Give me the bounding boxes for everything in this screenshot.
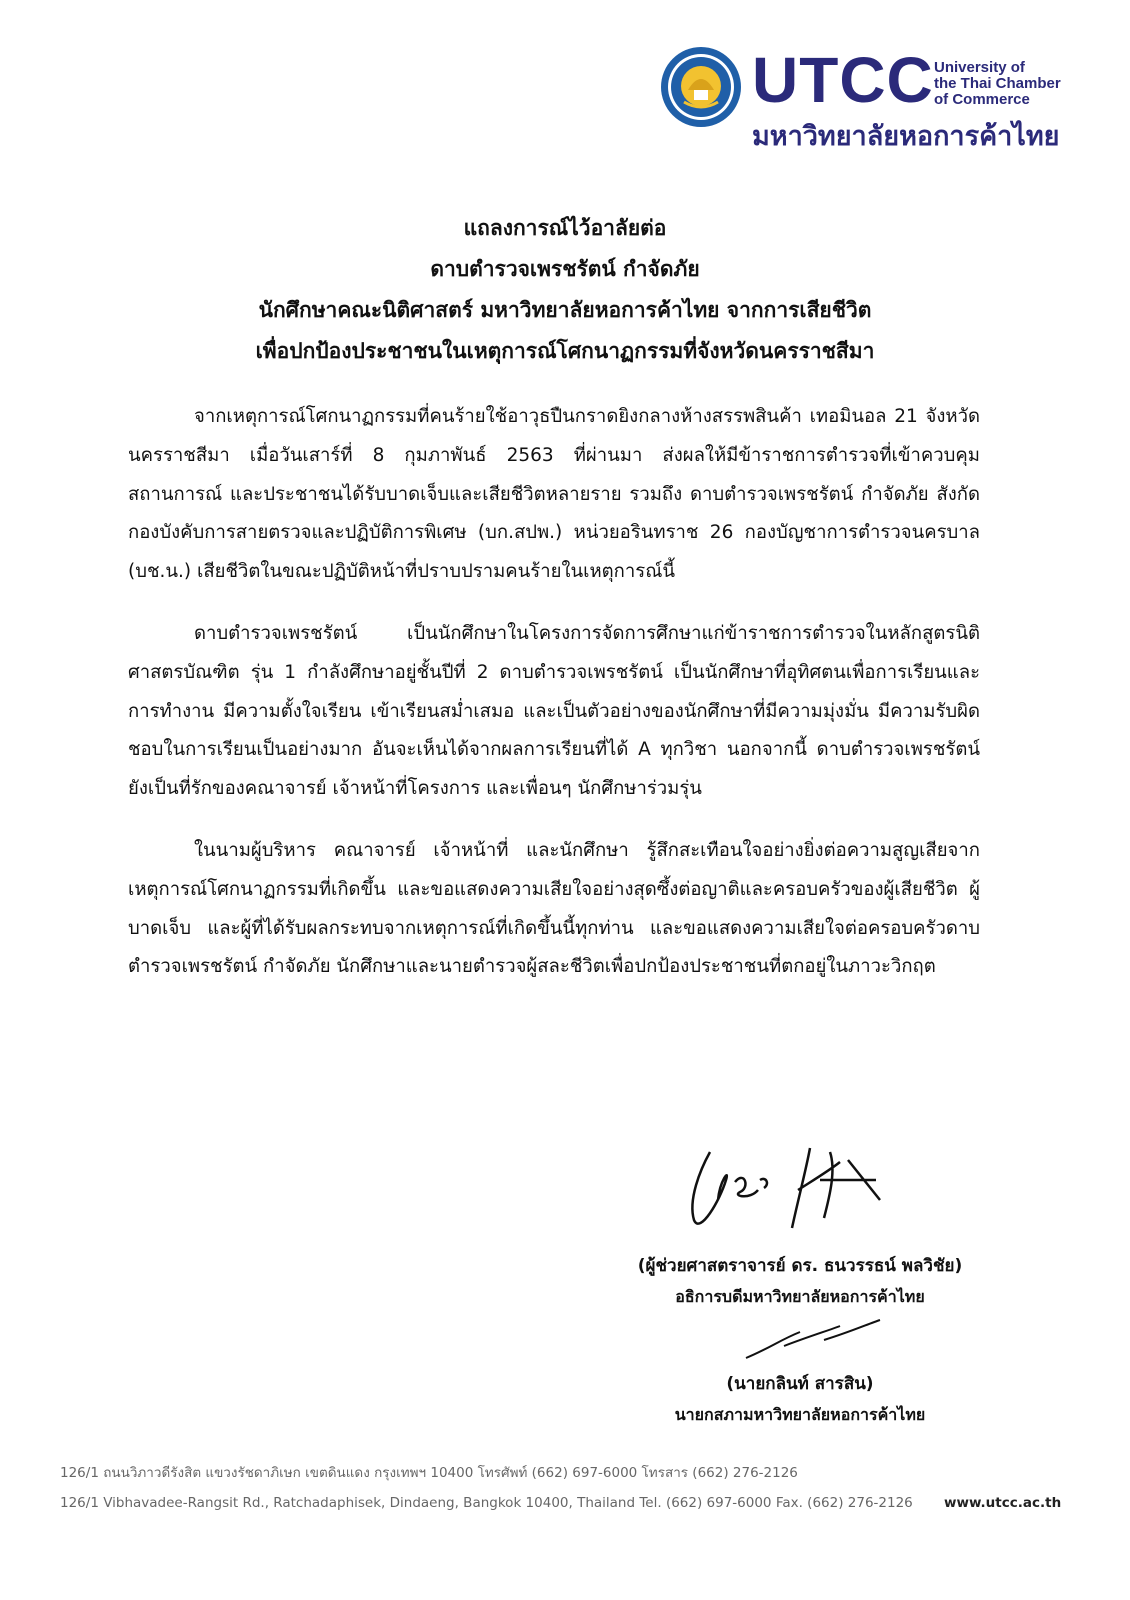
title-line: ดาบตำรวจเพรชรัตน์ กำจัดภัย <box>430 257 700 281</box>
brand-english-name: University of the Thai Chamber of Commerce <box>934 59 1061 108</box>
statement-body <box>128 398 980 1010</box>
brand-thai-name: มหาวิทยาลัยหอการค้าไทย <box>752 121 1060 152</box>
title-line: แถลงการณ์ไว้อาลัยต่อ <box>463 216 667 240</box>
letterhead <box>660 44 1090 159</box>
title-line: นักศึกษาคณะนิติศาสตร์ มหาวิทยาลัยหอการค้าไทย จากการเสียชีวิต <box>258 298 872 322</box>
signatory-position: อธิการบดีมหาวิทยาลัยหอการค้าไทย <box>675 1287 925 1306</box>
title-line: เพื่อปกป้องประชาชนในเหตุการณ์โศกนาฏกรรมที่จังหวัดนครราชสีมา <box>255 339 875 363</box>
signatory-council-chair <box>600 1368 1000 1430</box>
website-link[interactable]: www.utcc.ac.th <box>944 1495 1062 1511</box>
president-signature <box>680 1140 910 1240</box>
paragraph: ดาบตำรวจเพรชรัตน์ เป็นนักศึกษาในโครงการจัดการศึกษาแก่ข้าราชการตำรวจในหลักสูตรนิติศาสตรบัณฑิต รุ่น 1 กำลังศึกษาอยู่ชั้นปีที่ 2 ดาบตำรวจเพรชรัตน์ เป็นนักศึกษาที่อุทิศตนเพื่อการเรียนและการทำงาน มีความตั้งใจเรียน เข้าเรียนสม่ำเสมอ และเป็นตัวอย่างของนักศึกษาที่มีความมุ่งมั่น มีความรับผิดชอบในการเรียนเป็นอย่างมาก อันจะเห็นได้จากผลการเรียนที่ได้ A ทุกวิชา นอกจากนี้ ดาบตำรวจเพรชรัตน์ ยังเป็นที่รักของคณาจารย์ เจ้าหน้าที่โครงการ และเพื่อนๆ นักศึกษาร่วมรุ่น <box>128 622 980 800</box>
university-seal-icon <box>660 46 742 128</box>
footer-address-thai: 126/1 ถนนวิภาวดีรังสิต แขวงรัชดาภิเษก เขตดินแดง กรุงเทพฯ 10400 โทรศัพท์ (662) 697-6000 โทรสาร (662) 276-2126 <box>60 1465 798 1481</box>
council-chair-signature <box>740 1318 890 1368</box>
statement-title <box>60 208 1070 372</box>
brand-wordmark: UTCC <box>752 44 934 116</box>
footer-address-english: 126/1 Vibhavadee-Rangsit Rd., Ratchadaphisek, Dindaeng, Bangkok 10400, Thailand Tel. (662) 697-6000 Fax. (662) 276-2126 <box>60 1495 913 1511</box>
paragraph: จากเหตุการณ์โศกนาฏกรรมที่คนร้ายใช้อาวุธปืนกราดยิงกลางห้างสรรพสินค้า เทอมินอล 21 จังหวัดนครราชสีมา เมื่อวันเสาร์ที่ 8 กุมภาพันธ์ 2563 ที่ผ่านมา ส่งผลให้มีข้าราชการตำรวจที่เข้าควบคุมสถานการณ์ และประชาชนได้รับบาดเจ็บและเสียชีวิตหลายราย รวมถึง ดาบตำรวจเพรชรัตน์ กำจัดภัย สังกัดกองบังคับการสายตรวจและปฏิบัติการพิเศษ (บก.สปพ.) หน่วยอรินทราช 26 กองบัญชาการตำรวจนครบาล (บช.น.) เสียชีวิตในขณะปฏิบัติหน้าที่ปราบปรามคนร้ายในเหตุการณ์นี้ <box>128 406 980 583</box>
footer-address <box>60 1458 1060 1518</box>
signatory-president <box>600 1250 1000 1312</box>
signatory-name: (นายกลินท์ สารสิน) <box>726 1374 874 1394</box>
signatory-name: (ผู้ช่วยศาสตราจารย์ ดร. ธนวรรธน์ พลวิชัย) <box>637 1256 963 1276</box>
signatory-position: นายกสภามหาวิทยาลัยหอการค้าไทย <box>674 1405 926 1424</box>
paragraph: ในนามผู้บริหาร คณาจารย์ เจ้าหน้าที่ และนักศึกษา รู้สึกสะเทือนใจอย่างยิ่งต่อความสูญเสียจากเหตุการณ์โศกนาฏกรรมที่เกิดขึ้น และขอแสดงความเสียใจอย่างสุดซึ้งต่อญาติและครอบครัวของผู้เสียชีวิต ผู้บาดเจ็บ และผู้ที่ได้รับผลกระทบจากเหตุการณ์ที่เกิดขึ้นนี้ทุกท่าน และขอแสดงความเสียใจต่อครอบครัวดาบตำรวจเพรชรัตน์ กำจัดภัย นักศึกษาและนายตำรวจผู้สละชีวิตเพื่อปกป้องประชาชนที่ตกอยู่ในภาวะวิกฤต <box>128 839 980 978</box>
footer-address-english-row <box>60 1488 1060 1518</box>
